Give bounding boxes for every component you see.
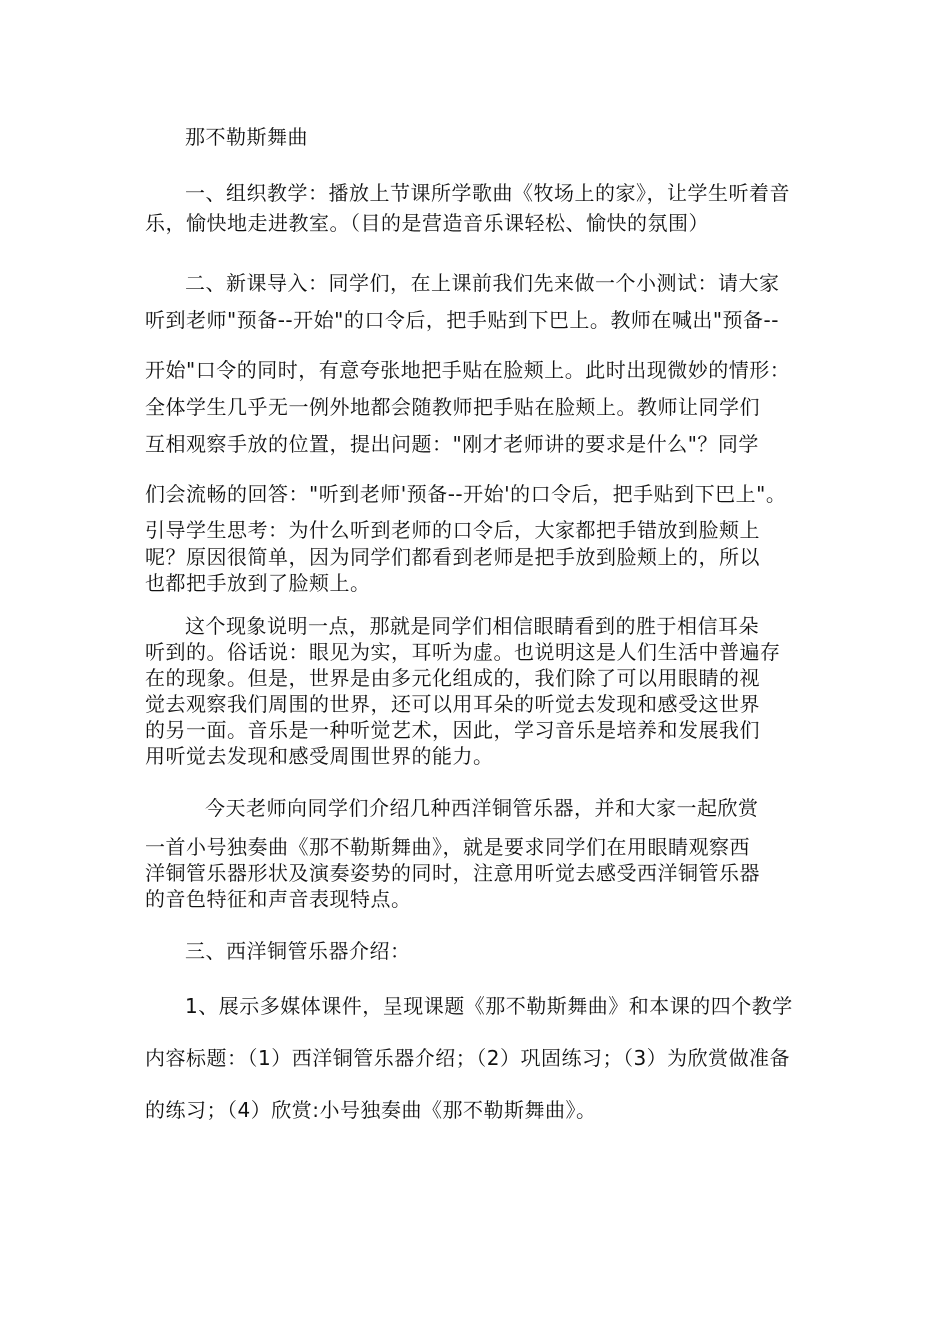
paragraph-line: 也都把手放到了脸颊上。 xyxy=(145,571,371,595)
paragraph-line: 觉去观察我们周围的世界，还可以用耳朵的听觉去发现和感受这世界 xyxy=(145,692,760,716)
paragraph-line: 二、新课导入：同学们，在上课前我们先来做一个小测试：请大家 xyxy=(185,271,780,295)
paragraph-line: 在的现象。但是，世界是由多元化组成的，我们除了可以用眼睛的视 xyxy=(145,666,760,690)
paragraph-line: 呢？原因很简单，因为同学们都看到老师是把手放到脸颊上的，所以 xyxy=(145,545,760,569)
paragraph-line: 听到的。俗话说：眼见为实，耳听为虚。也说明这是人们生活中普遍存 xyxy=(145,640,781,664)
document-title: 那不勒斯舞曲 xyxy=(185,125,308,149)
paragraph-line: 洋铜管乐器形状及演奏姿势的同时，注意用听觉去感受西洋铜管乐器 xyxy=(145,861,760,885)
section-heading: 三、西洋铜管乐器介绍： xyxy=(185,939,411,963)
paragraph-line: 全体学生几乎无一例外地都会随教师把手贴在脸颊上。教师让同学们 xyxy=(145,395,760,419)
paragraph-line: 的音色特征和声音表现特点。 xyxy=(145,887,412,911)
paragraph-line: 乐，愉快地走进教室。（目的是营造音乐课轻松、愉快的氛围） xyxy=(145,211,709,235)
paragraph-line: 1、展示多媒体课件，呈现课题《那不勒斯舞曲》和本课的四个教学 xyxy=(185,994,793,1018)
paragraph-line: 这个现象说明一点，那就是同学们相信眼睛看到的胜于相信耳朵 xyxy=(185,614,759,638)
paragraph-line: 用听觉去发现和感受周围世界的能力。 xyxy=(145,744,494,768)
paragraph-line: 听到老师"预备--开始"的口令后，把手贴到下巴上。教师在喊出"预备-- xyxy=(145,308,779,332)
paragraph-line: 引导学生思考：为什么听到老师的口令后，大家都把手错放到脸颊上 xyxy=(145,518,760,542)
paragraph-line: 们会流畅的回答："听到老师'预备--开始'的口令后，把手贴到下巴上"。 xyxy=(145,482,787,506)
paragraph-line: 一、组织教学：播放上节课所学歌曲《牧场上的家》，让学生听着音 xyxy=(185,181,790,205)
paragraph-line: 互相观察手放的位置，提出问题："刚才老师讲的要求是什么"？同学 xyxy=(145,432,759,456)
paragraph-line: 开始"口令的同时，有意夸张地把手贴在脸颊上。此时出现微妙的情形： xyxy=(145,358,791,382)
paragraph-line: 的练习；（4）欣赏:小号独奏曲《那不勒斯舞曲》。 xyxy=(145,1098,597,1122)
paragraph-line: 今天老师向同学们介绍几种西洋铜管乐器，并和大家一起欣赏 xyxy=(205,796,759,820)
paragraph-line: 内容标题：（1）西洋铜管乐器介绍；（2）巩固练习；（3）为欣赏做准备 xyxy=(145,1046,791,1070)
paragraph-line: 一首小号独奏曲《那不勒斯舞曲》，就是要求同学们在用眼睛观察西 xyxy=(145,835,750,859)
paragraph-line: 的另一面。音乐是一种听觉艺术，因此，学习音乐是培养和发展我们 xyxy=(145,718,760,742)
